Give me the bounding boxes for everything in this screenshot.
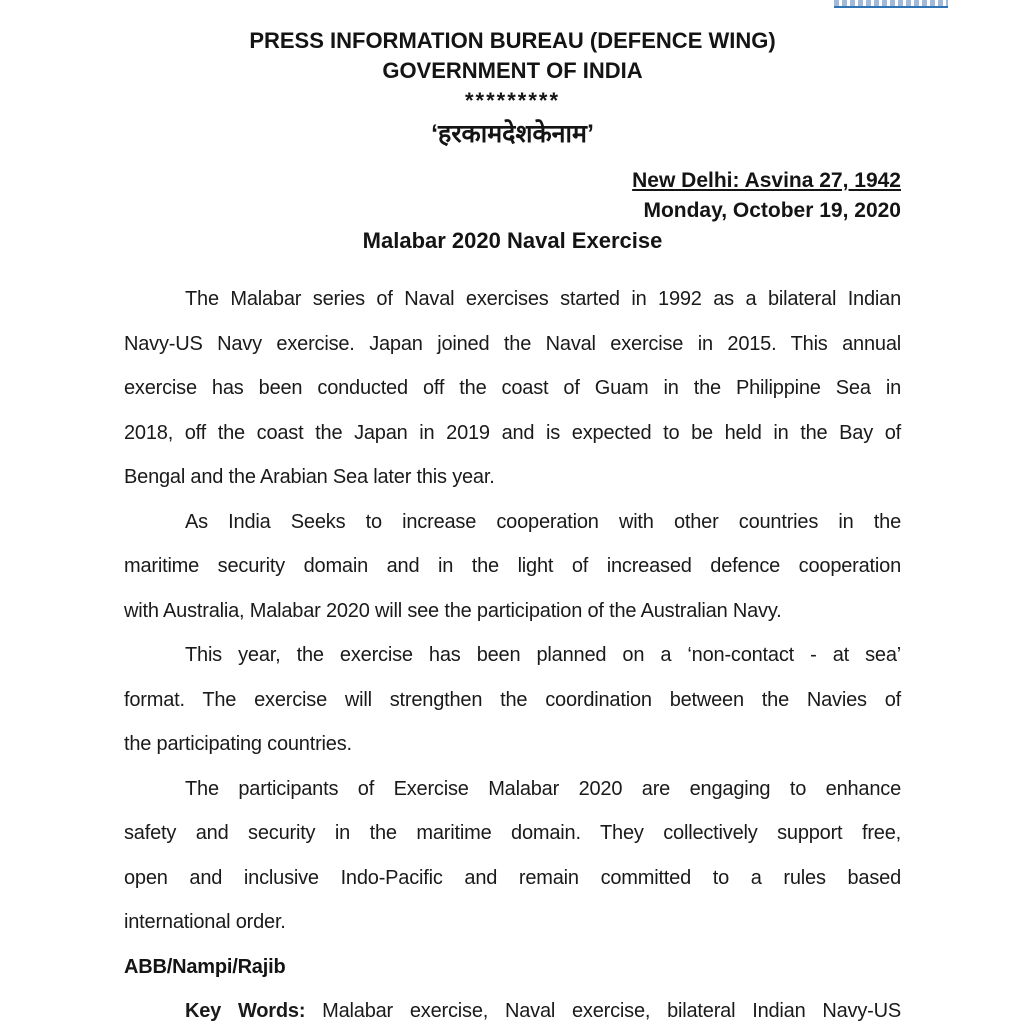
text-line: the participating countries.: [124, 733, 352, 755]
text-line: format. The exercise will strengthen the coordination between the Navies of: [124, 688, 901, 711]
text-line: The participants of Exercise Malabar 2020 are engaging to enhance: [185, 777, 901, 800]
document-body: [124, 277, 901, 1034]
dateline: [124, 166, 901, 226]
text-line: with Australia, Malabar 2020 will see the participation of the Australian Navy.: [124, 599, 782, 622]
paragraph-2: [124, 500, 901, 634]
keywords-text: Malabar exercise, Naval exercise, bilateral Indian Navy-US: [305, 1000, 901, 1022]
paragraph-3: [124, 633, 901, 767]
text-line: The Malabar series of Naval exercises started in 1992 as a bilateral Indian: [185, 288, 901, 310]
separator-asterisks: *********: [464, 88, 561, 113]
text-line: Navy-US Navy exercise. Japan joined the Naval exercise in 2015. This annual: [124, 332, 901, 355]
text-line: maritime security domain and in the light of increased defence cooperation: [124, 555, 901, 577]
text-line: Bengal and the Arabian Sea later this year.: [124, 466, 495, 488]
dateline-saka: New Delhi: Asvina 27, 1942: [632, 169, 901, 192]
org-name-line2: GOVERNMENT OF INDIA: [382, 58, 643, 83]
letterhead: [124, 26, 901, 152]
officer-initials: ABB/Nampi/Rajib: [124, 955, 286, 978]
page-title: Malabar 2020 Naval Exercise: [362, 228, 663, 253]
text-line: exercise has been conducted off the coast of Guam in the Philippine Sea in: [124, 377, 901, 399]
paragraph-1: [124, 277, 901, 500]
text-line: safety and security in the maritime domain. They collectively support free,: [124, 822, 901, 844]
keywords-label: Key Words:: [185, 1000, 306, 1022]
text-line: international order.: [124, 911, 286, 933]
text-line: open and inclusive Indo-Pacific and remain committed to a rules based: [124, 866, 901, 889]
text-line: 2018, off the coast the Japan in 2019 and is expected to be held in the Bay of: [124, 421, 901, 444]
text-line: This year, the exercise has been planned on a ‘non-contact - at sea’: [185, 644, 901, 666]
hindi-motto: ‘हरकामदेशकेनाम’: [431, 120, 594, 148]
text-line: As India Seeks to increase cooperation with other countries in the: [185, 510, 901, 533]
org-name-line1: PRESS INFORMATION BUREAU (DEFENCE WING): [249, 28, 776, 53]
paragraph-4: [124, 767, 901, 945]
keywords-line: [124, 989, 901, 1034]
dateline-gregorian: Monday, October 19, 2020: [643, 199, 901, 222]
